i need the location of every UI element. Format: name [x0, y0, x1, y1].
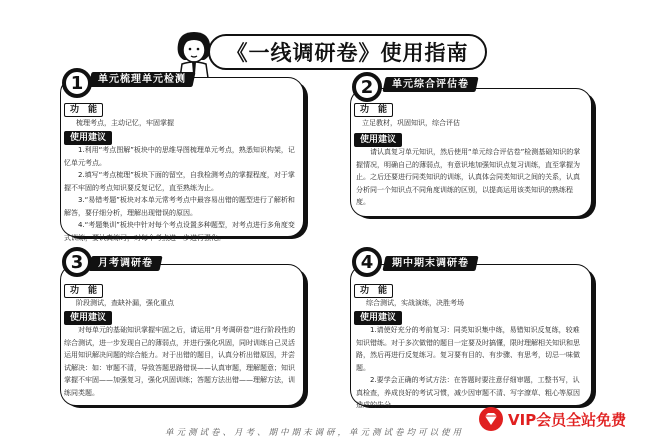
- vip-watermark[interactable]: [478, 404, 640, 434]
- section-4-tag: 期中期末调研卷: [382, 256, 478, 271]
- section-1-advice-label: 使用建议: [64, 131, 112, 145]
- section-2-number: 2: [352, 72, 382, 102]
- section-3-func-text: 阶段测试，查缺补漏，强化重点: [76, 299, 174, 307]
- section-1-tag: 单元梳理单元检测: [88, 72, 195, 87]
- section-3-tag: 月考调研卷: [88, 256, 162, 271]
- footer-text: 单元测试卷、月考、期中期末调研，单元测试卷均可以使用: [165, 428, 465, 438]
- section-4-func-text: 综合测试，实战演练，决胜考场: [366, 299, 464, 307]
- section-1-func-text: 梳理考点，主动记忆，牢固掌握: [76, 119, 174, 127]
- section-3-advice-label: 使用建议: [64, 311, 112, 325]
- advice-paragraph: 1.利用“考点图解”板块中的思维导图梳理单元考点，熟悉知识构架，记忆单元考点。: [64, 146, 295, 167]
- section-2-func-label: 功 能: [354, 103, 393, 117]
- advice-paragraph: 请认真复习单元知识，然后使用“单元综合评估卷”检测基础知识的掌握情况，明确自己的薄弱点，有意识地加强知识点复习训练，直至掌握为止。之后还要进行同类知识的训练，认真体会同类知识之间的关系，认真分析同一个知识点不同角度训练的区别，以提高运用该类知识的熟练程度。: [356, 148, 581, 206]
- section-3-number: 3: [62, 247, 92, 277]
- advice-paragraph: 4.“考题集训”板块中针对每个考点设置多种题型，对考点进行多角度变式训练，要认真练习，对每个考点进一步进行强化。: [64, 221, 295, 242]
- vip-text: VIP会员全站免费: [508, 410, 627, 429]
- section-4-func-label: 功 能: [354, 284, 393, 298]
- diamond-icon: [478, 406, 504, 432]
- advice-paragraph: 1.请使好充分的考前复习：同类知识集中练，易错知识反复练，较难知识错练。对于多次做错的题目一定要及时搞懂，限时理解相关知识和思路，然后再进行反复练习。复习要有目的、有步骤、有思考，切忌一味做题。: [356, 326, 580, 372]
- section-1-advice-text: [64, 144, 296, 244]
- section-2-advice-text: [356, 146, 584, 209]
- header: [168, 28, 488, 72]
- section-2-func-text: 立足教材，巩固知识，综合评估: [362, 119, 460, 127]
- advice-paragraph: 2.要学会正确的考试方法：在答题时要注意仔细审题，工整书写，认真检查，养成良好的考试习惯，减少因审题不清、写字潦草、粗心等原因造成的失分。: [356, 376, 580, 409]
- section-3-func-label: 功 能: [64, 284, 103, 298]
- section-1-func-label: 功 能: [64, 103, 103, 117]
- page-title: 《一线调研卷》使用指南: [208, 34, 487, 70]
- advice-paragraph: 对每单元的基础知识掌握牢固之后，请运用“月考调研卷”进行阶段性的综合测试，进一步发现自己的薄弱点，并进行强化巩固，同时训练自己灵活运用知识解决问题的综合能力。对于出错的题目，认真分析出错原因，并尝试解决：如：审题不清，导致答题思路错误——认真审题，理解题意；知识掌握不牢固——加强复习，强化巩固训练；答题方法出错——理解方法，训练同类题。: [64, 326, 296, 397]
- section-2-advice-label: 使用建议: [354, 133, 402, 147]
- advice-paragraph: 3.“易错考题”板块对本单元常考考点中最容易出错的题型进行了解析和解答，要仔细分析，理解出现错误的原因。: [64, 196, 295, 217]
- advice-paragraph: 2.填写“考点梳理”板块下面的留空，自我检测考点的掌握程度，对于掌握不牢固的考点知识要反复记忆，直至熟练为止。: [64, 171, 295, 192]
- section-3-advice-text: [64, 324, 296, 399]
- section-2-tag: 单元综合评估卷: [382, 77, 478, 92]
- section-4-advice-label: 使用建议: [354, 311, 402, 325]
- section-4-number: 4: [352, 247, 382, 277]
- section-1-number: 1: [62, 68, 92, 98]
- section-4-advice-text: [356, 324, 584, 412]
